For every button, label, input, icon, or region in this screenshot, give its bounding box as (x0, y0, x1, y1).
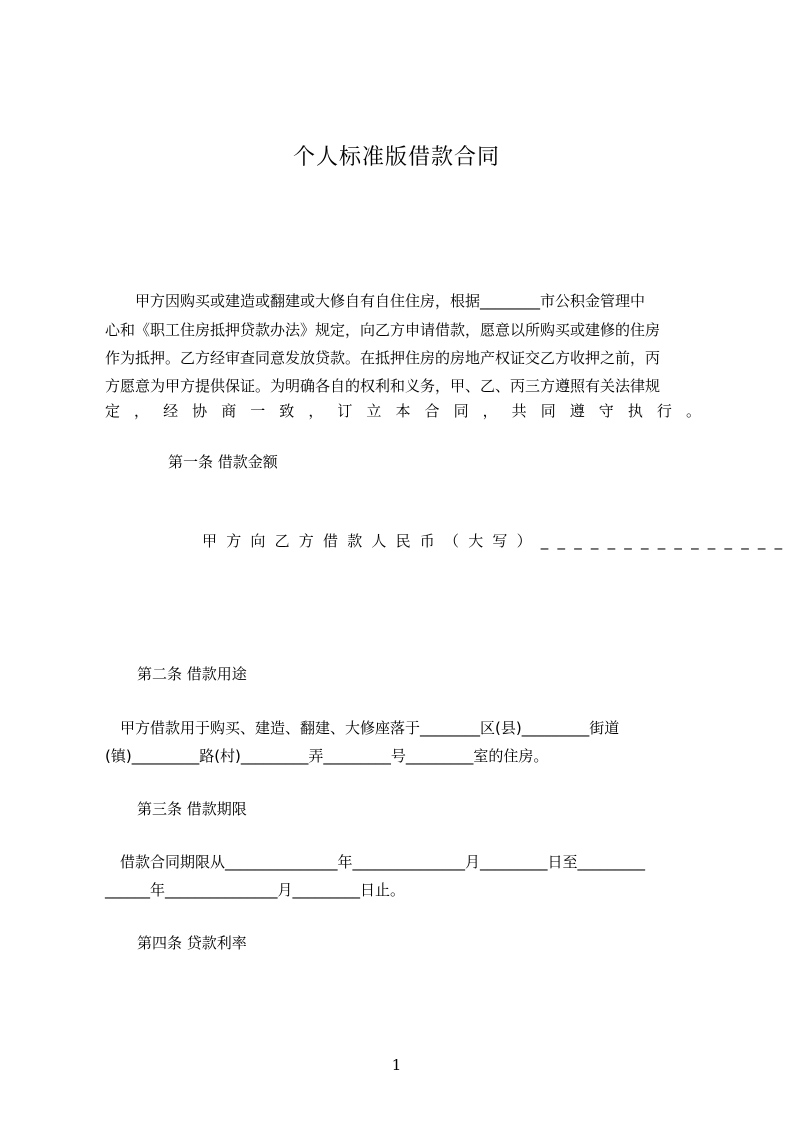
article-3-heading: 第三条 借款期限 (137, 800, 247, 818)
intro-line-5-char: 一 (250, 402, 266, 420)
intro-line-5 (105, 401, 701, 421)
intro-line-5-char: 致 (279, 402, 295, 420)
intro-line-5-char: 。 (685, 402, 701, 420)
article-1-body: 甲方向乙方借款人民币（大写）_______________ (202, 532, 792, 550)
intro-line-5-char: 同 (540, 402, 556, 420)
intro-line-2: 心和《职工住房抵押贷款办法》规定，向乙方申请借款，愿意以所购买或建修的住房 (105, 321, 661, 339)
article-4-heading: 第四条 贷款利率 (137, 934, 247, 952)
intro-line-3: 作为抵押。乙方经审查同意发放贷款。在抵押住房的房地产权证交乙方收押之前，丙 (105, 349, 661, 367)
intro-line-5-char: 行 (656, 402, 672, 420)
article-3-line-2: ______年_______________月_________日止。 (105, 881, 406, 899)
intro-line-4: 方愿意为甲方提供保证。为明确各自的权利和义务，甲、乙、丙三方遵照有关法律规 (105, 377, 661, 395)
intro-line-5-char: 立 (366, 402, 382, 420)
intro-line-5-char: 经 (163, 402, 179, 420)
intro-line-5-char: 遵 (569, 402, 585, 420)
article-2-line-1: 甲方借款用于购买、建造、翻建、大修座落于________区(县)_________街道 (105, 719, 620, 737)
intro-line-5-char: 协 (192, 402, 208, 420)
article-3-line-1: 借款合同期限从_______________年_______________月_________日至_________ (105, 853, 646, 871)
intro-line-5-char: ， (134, 402, 150, 420)
article-2-heading: 第二条 借款用途 (137, 665, 247, 683)
intro-line-5-char: 共 (511, 402, 527, 420)
intro-line-5-char: ， (482, 402, 498, 420)
article-2-line-2: (镇)_________路(村)_________弄_________号_________室的住房。 (105, 747, 549, 765)
intro-line-5-char: 守 (598, 402, 614, 420)
intro-line-5-char: 商 (221, 402, 237, 420)
intro-line-5-char: 本 (395, 402, 411, 420)
intro-line-5-char: 订 (337, 402, 353, 420)
intro-line-1: 甲方因购买或建造或翻建或大修自有自住住房，根据________市公积金管理中 (105, 292, 646, 310)
intro-line-5-char: 合 (424, 402, 440, 420)
document-title: 个人标准版借款合同 (292, 145, 500, 170)
intro-line-5-char: 执 (627, 402, 643, 420)
intro-line-5-char: 定 (105, 402, 121, 420)
intro-line-5-char: 同 (453, 402, 469, 420)
page-number: 1 (391, 1056, 402, 1074)
intro-line-5-char: ， (308, 402, 324, 420)
article-1-heading: 第一条 借款金额 (168, 453, 278, 471)
